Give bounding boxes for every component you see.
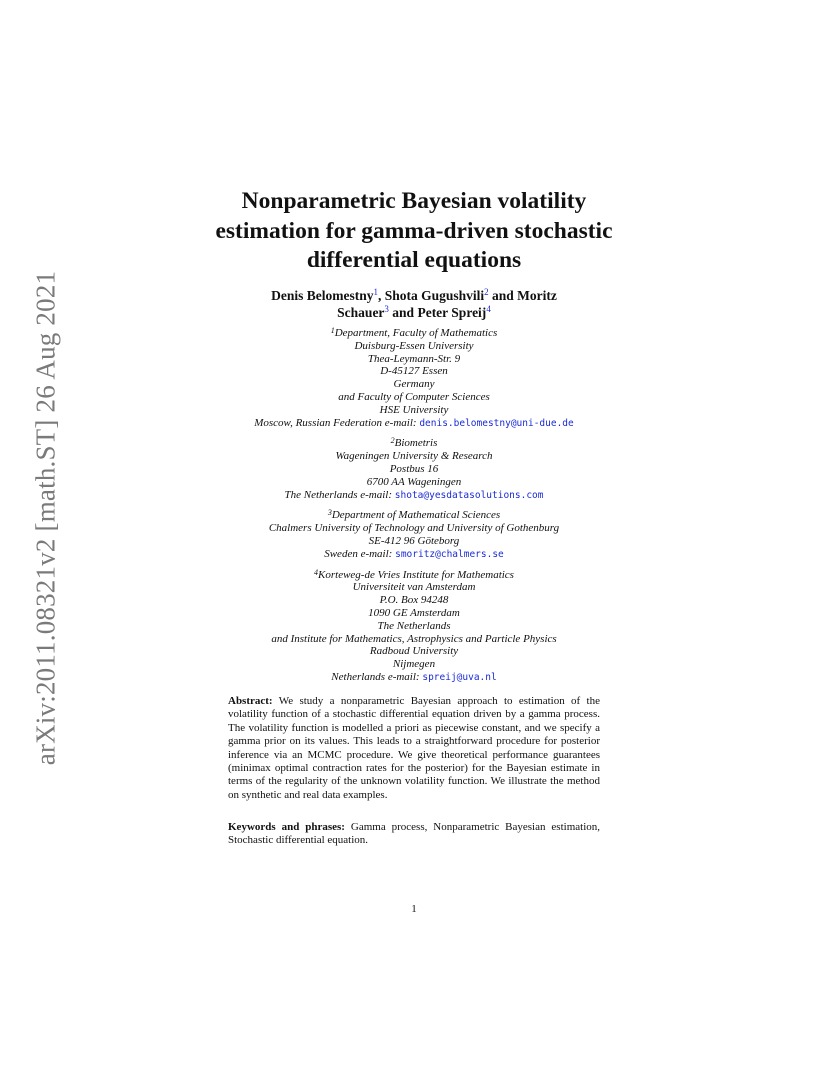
email-link[interactable]: denis.belomestny@uni-due.de <box>419 417 574 429</box>
author-name: Schauer <box>337 304 385 320</box>
affiliation-marker: 3 <box>327 508 332 518</box>
affiliation-line: Wageningen University & Research <box>335 450 493 463</box>
author-separator: and <box>388 304 418 320</box>
affiliation-email-line <box>0 671 828 685</box>
affiliation-1 <box>0 327 828 430</box>
email-link[interactable]: shota@yesdatasolutions.com <box>394 489 544 501</box>
author-separator: , <box>377 288 385 303</box>
affiliation-4 <box>0 569 828 685</box>
email-prefix: Sweden e-mail: <box>324 547 396 560</box>
affiliation-marker: 1 <box>330 326 335 335</box>
author-affil-link[interactable]: 1 <box>373 287 378 297</box>
title-line: differential equations <box>306 247 522 273</box>
affiliation-line <box>0 569 828 582</box>
affiliation-text: Department, Faculty of Mathematics <box>334 327 498 339</box>
abstract-text: We study a nonparametric Bayesian approach to estimation of the volatility function of a stochastic differential equation driven by a gamma process. The volatility function is modelled a priori as piecewise constant, and we specify a gamma prior on its values. This leads to a straightforward procedure for posterior inference via an MCMC procedure. We give theoretical performance guarantees (minimax optimal contraction rates for the posterior) for the Bayesian estimate in terms of the regularity of the unknown volatility function. We illustrate the method on synthetic and real data examples. <box>228 695 600 801</box>
affiliation-marker: 4 <box>314 567 319 577</box>
affiliation-line: 6700 AA Wageningen <box>366 475 462 488</box>
affiliation-line: Duisburg-Essen University <box>354 339 474 352</box>
email-prefix: The Netherlands e-mail: <box>284 488 395 501</box>
abstract <box>228 695 600 802</box>
affiliation-email-line <box>0 548 828 562</box>
author-name: Peter Spreij <box>417 304 487 320</box>
paper-title <box>0 187 828 276</box>
affiliation-line: Nijmegen <box>392 658 436 671</box>
author-line <box>0 288 828 305</box>
title-line: estimation for gamma-driven stochastic <box>215 217 613 244</box>
affiliation-line: HSE University <box>379 403 449 416</box>
affiliation-line: P.O. Box 94248 <box>379 594 449 607</box>
author-affil-link[interactable]: 3 <box>384 303 389 314</box>
affiliation-line: Germany <box>393 378 435 391</box>
affiliation-text: Korteweg-de Vries Institute for Mathematics <box>318 568 514 581</box>
affiliation-text: Biometris <box>394 437 438 450</box>
keywords-text: Gamma process, Nonparametric Bayesian estimation, Stochastic differential equation. <box>228 821 600 847</box>
affiliation-line: and Institute for Mathematics, Astrophysics and Particle Physics <box>271 632 557 645</box>
affiliation-line: Postbus 16 <box>389 462 439 475</box>
author-separator: and Moritz <box>488 288 557 303</box>
author-list <box>0 288 828 321</box>
email-link[interactable]: spreij@uva.nl <box>422 671 497 683</box>
email-prefix: Netherlands e-mail: <box>331 670 423 683</box>
affiliation-line: Thea-Leymann-Str. 9 <box>367 352 461 365</box>
affiliation-2 <box>0 437 828 502</box>
author-line <box>0 305 828 322</box>
affiliation-line <box>0 509 828 522</box>
author-affil-link[interactable]: 4 <box>486 303 491 314</box>
affiliation-email-line <box>0 417 828 431</box>
affiliation-text: Department of Mathematical Sciences <box>331 509 501 522</box>
affiliation-line: Radboud University <box>369 645 459 658</box>
affiliation-marker: 2 <box>390 436 395 446</box>
title-line: Nonparametric Bayesian volatility <box>241 188 587 214</box>
author-name: Shota Gugushvili <box>384 288 485 303</box>
author-name: Denis Belomestny <box>271 288 374 303</box>
arxiv-id[interactable]: arXiv:2011.08321v2 [math.ST] 26 Aug 2021 <box>30 270 61 765</box>
affiliation-line: SE-412 96 Göteborg <box>368 534 460 547</box>
affiliation-line: Chalmers University of Technology and University of Gothenburg <box>268 522 560 535</box>
affiliations <box>0 327 828 685</box>
affiliation-line: The Netherlands <box>377 619 451 632</box>
affiliation-line <box>0 437 828 450</box>
author-affil-link[interactable]: 2 <box>484 287 489 297</box>
affiliation-3 <box>0 509 828 561</box>
affiliation-line: 1090 GE Amsterdam <box>368 606 460 619</box>
keywords-label: Keywords and phrases: <box>228 821 345 833</box>
affiliation-line: and Faculty of Computer Sciences <box>338 390 490 403</box>
email-link[interactable]: smoritz@chalmers.se <box>395 548 504 560</box>
affiliation-line <box>0 327 828 340</box>
affiliation-email-line <box>0 489 828 503</box>
affiliation-line: Universiteit van Amsterdam <box>352 581 476 594</box>
keywords <box>228 821 600 848</box>
email-prefix: Moscow, Russian Federation e-mail: <box>254 416 420 429</box>
page-number: 1 <box>411 903 417 915</box>
abstract-label: Abstract: <box>228 695 273 707</box>
affiliation-line: D-45127 Essen <box>380 365 448 378</box>
